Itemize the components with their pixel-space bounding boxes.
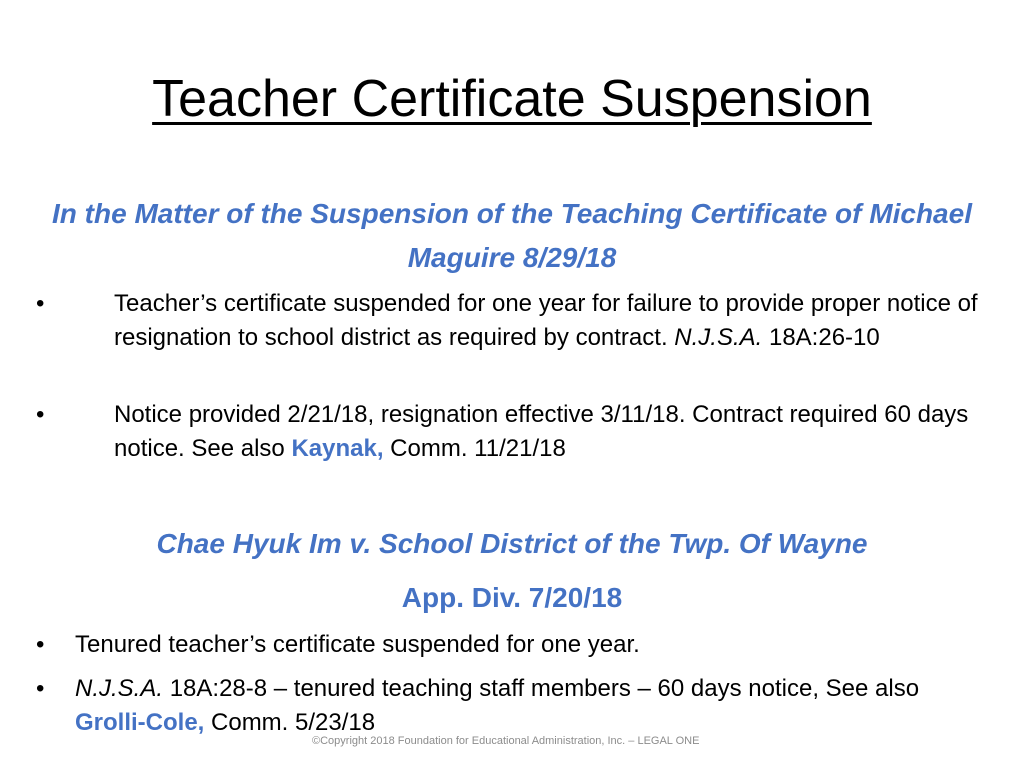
bullet-im-suspension [75,628,995,662]
bullet-text: Tenured teacher’s certificate suspended for one year. [75,631,640,658]
case-subheading-court: App. Div. 7/20/18 [401,582,623,613]
slide-title: Teacher Certificate Suspension [152,70,872,128]
bullet-text: Comm. 5/23/18 [204,709,376,736]
statute-citation: N.J.S.A. [674,324,763,351]
case-reference-grolli-cole: Grolli-Cole, [75,709,205,736]
bullet-text: Teacher’s certificate suspended for one year for failure to provide proper notice of resignation to school district as required by contract. [114,290,978,351]
bullet-text: 18A:26-10 [762,324,880,351]
case-heading-im: Chae Hyuk Im v. School District of the Twp. Of Wayne [156,528,868,559]
bullet-icon: • [36,290,45,317]
case-heading-maguire: In the Matter of the Suspension of the Teaching Certificate of Michael Maguire 8/29/18 [52,198,972,273]
bullet-icon: • [36,675,45,702]
copyright-footer: ©Copyright 2018 Foundation for Educational Administration, Inc. – LEGAL ONE [312,735,700,747]
bullet-text: Notice provided 2/21/18, resignation effective 3/11/18. Contract required 60 days notice. See also [114,401,969,462]
bullet-text: Comm. 11/21/18 [383,435,566,462]
bullet-icon: • [36,631,45,658]
bullet-maguire-notice [114,398,984,466]
case-reference-kaynak: Kaynak, [291,435,384,462]
bullet-maguire-suspension [114,287,984,355]
statute-citation: N.J.S.A. [75,675,164,702]
bullet-text: 18A:28-8 – tenured teaching staff members – 60 days notice, See also [163,675,920,702]
bullet-im-statute [75,672,995,740]
bullet-icon: • [36,401,45,428]
